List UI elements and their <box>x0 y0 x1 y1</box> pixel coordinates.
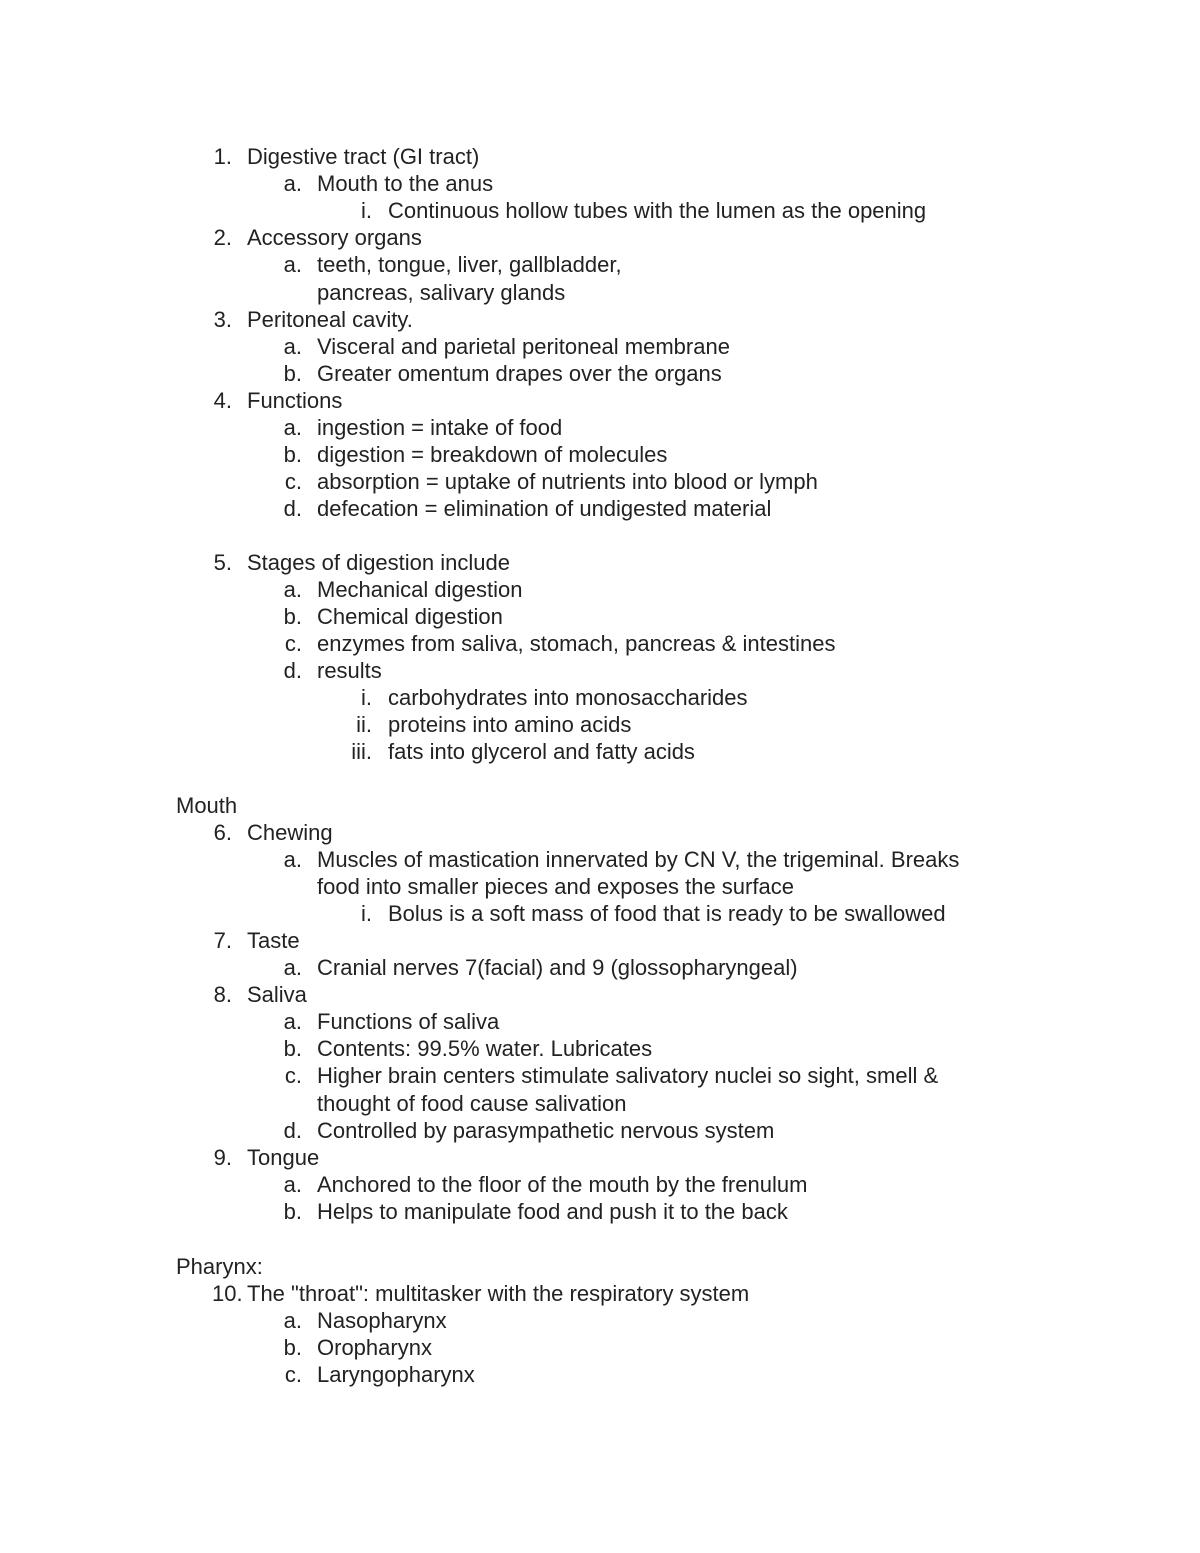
subsub-marker: i. <box>361 198 372 223</box>
sub-marker: b. <box>283 442 302 467</box>
sub-text: Helps to manipulate food and push it to the back <box>317 1199 788 1224</box>
sub-text: Muscles of mastication innervated by CN V, the trigeminal. Breaks <box>317 847 960 872</box>
sub-text: Oropharynx <box>317 1335 432 1360</box>
subsub-marker: i. <box>361 685 372 710</box>
sub-marker: c. <box>284 1063 302 1088</box>
sub-text: Contents: 99.5% water. Lubricates <box>317 1036 653 1061</box>
sub-text: results <box>317 658 382 683</box>
item-number: 6. <box>213 820 232 845</box>
sub-marker: a. <box>283 847 302 872</box>
sub-text: Chemical digestion <box>317 604 503 629</box>
sub-marker: a. <box>283 1172 302 1197</box>
sub-text: Controlled by parasympathetic nervous system <box>317 1118 775 1143</box>
sub-text: enzymes from saliva, stomach, pancreas & intestines <box>317 631 836 656</box>
sub-text-continued: food into smaller pieces and exposes the surface <box>317 874 794 899</box>
sub-text: Mouth to the anus <box>317 171 494 196</box>
subsub-marker: i. <box>361 901 372 926</box>
item-number: 5. <box>213 550 232 575</box>
subsub-text: proteins into amino acids <box>388 712 632 737</box>
subsub-marker: iii. <box>351 739 372 764</box>
subsub-text: Continuous hollow tubes with the lumen as the opening <box>388 198 927 223</box>
item-text: Chewing <box>247 820 333 845</box>
subsub-marker: ii. <box>356 712 372 737</box>
sub-marker: a. <box>283 1308 302 1333</box>
sub-text-continued: thought of food cause salivation <box>317 1091 627 1116</box>
sub-text: defecation = elimination of undigested material <box>317 496 772 521</box>
sub-marker: d. <box>283 496 302 521</box>
item-number: 10. <box>212 1281 243 1306</box>
item-text: The "throat": multitasker with the respiratory system <box>247 1281 750 1306</box>
sub-marker: a. <box>283 577 302 602</box>
item-number: 4. <box>213 388 232 413</box>
item-number: 1. <box>213 144 232 169</box>
sub-text: Higher brain centers stimulate salivatory nuclei so sight, smell & <box>317 1063 939 1088</box>
item-text: Taste <box>247 928 300 953</box>
item-number: 3. <box>213 307 232 332</box>
subsub-text: carbohydrates into monosaccharides <box>388 685 748 710</box>
sub-text: teeth, tongue, liver, gallbladder, <box>317 252 622 277</box>
sub-text: digestion = breakdown of molecules <box>317 442 668 467</box>
sub-marker: a. <box>283 415 302 440</box>
sub-marker: a. <box>283 252 302 277</box>
sub-text: ingestion = intake of food <box>317 415 563 440</box>
sub-text: Anchored to the floor of the mouth by the frenulum <box>317 1172 808 1197</box>
sub-text: Cranial nerves 7(facial) and 9 (glossopharyngeal) <box>317 955 798 980</box>
sub-text-continued: pancreas, salivary glands <box>317 280 566 305</box>
sub-marker: c. <box>284 631 302 656</box>
item-text: Digestive tract (GI tract) <box>247 144 480 169</box>
sub-marker: b. <box>283 361 302 386</box>
sub-marker: b. <box>283 604 302 629</box>
subsub-text: fats into glycerol and fatty acids <box>388 739 695 764</box>
sub-text: Nasopharynx <box>317 1308 447 1333</box>
sub-text: Greater omentum drapes over the organs <box>317 361 722 386</box>
item-text: Tongue <box>247 1145 320 1170</box>
item-number: 2. <box>213 225 232 250</box>
item-text: Stages of digestion include <box>247 550 510 575</box>
sub-marker: a. <box>283 334 302 359</box>
section-heading-pharynx: Pharynx: <box>176 1254 263 1279</box>
item-text: Saliva <box>247 982 307 1007</box>
item-text: Functions <box>247 388 343 413</box>
item-number: 9. <box>213 1145 232 1170</box>
item-number: 7. <box>213 928 232 953</box>
sub-marker: c. <box>284 1362 302 1387</box>
item-text: Accessory organs <box>247 225 422 250</box>
sub-marker: a. <box>283 171 302 196</box>
section-heading-mouth: Mouth <box>176 793 238 818</box>
sub-marker: b. <box>283 1199 302 1224</box>
sub-marker: a. <box>283 1009 302 1034</box>
sub-marker: b. <box>283 1036 302 1061</box>
sub-text: Visceral and parietal peritoneal membrane <box>317 334 730 359</box>
sub-marker: c. <box>284 469 302 494</box>
subsub-text: Bolus is a soft mass of food that is ready to be swallowed <box>388 901 946 926</box>
sub-marker: d. <box>283 1118 302 1143</box>
sub-text: Laryngopharynx <box>317 1362 475 1387</box>
sub-text: absorption = uptake of nutrients into blood or lymph <box>317 469 818 494</box>
sub-text: Mechanical digestion <box>317 577 523 602</box>
sub-marker: d. <box>283 658 302 683</box>
sub-text: Functions of saliva <box>317 1009 500 1034</box>
item-text: Peritoneal cavity. <box>247 307 413 332</box>
sub-marker: a. <box>283 955 302 980</box>
item-number: 8. <box>213 982 232 1007</box>
sub-marker: b. <box>283 1335 302 1360</box>
